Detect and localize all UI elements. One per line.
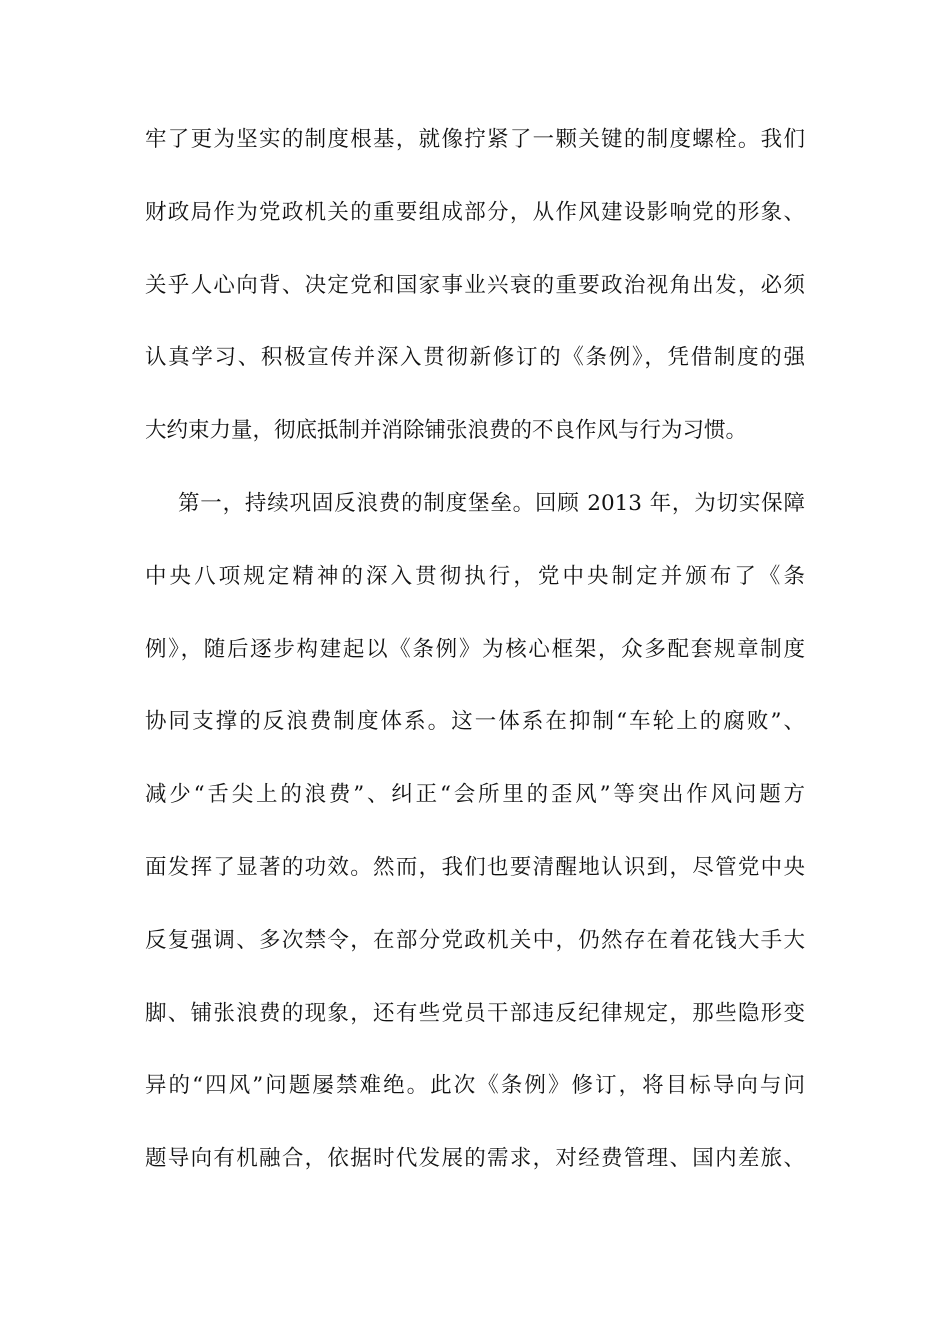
text-line: 面发挥了显著的功效。然而，我们也要清醒地认识到，尽管党中央 <box>145 854 805 880</box>
text-line: 题导向有机融合，依据时代发展的需求，对经费管理、国内差旅、 <box>145 1146 805 1172</box>
text-line: 大约束力量，彻底抵制并消除铺张浪费的不良作风与行为习惯。 <box>145 418 748 444</box>
text-line: 脚、铺张浪费的现象，还有些党员干部违反纪律规定，那些隐形变 <box>145 1000 805 1026</box>
text-line: 异的“四风”问题屡禁难绝。此次《条例》修订，将目标导向与问 <box>145 1073 805 1099</box>
text-line: 牢了更为坚实的制度根基，就像拧紧了一颗关键的制度螺栓。我们 <box>145 127 805 152</box>
text-line: 例》，随后逐步构建起以《条例》为核心框架，众多配套规章制度 <box>145 636 805 662</box>
text-line-first-indented: 第一，持续巩固反浪费的制度堡垒。回顾 2013 年，为切实保障 <box>178 490 805 516</box>
text-line: 反复强调、多次禁令，在部分党政机关中，仍然存在着花钱大手大 <box>145 927 805 953</box>
text-line: 中央八项规定精神的深入贯彻执行，党中央制定并颁布了《条 <box>145 563 805 589</box>
document-body <box>145 104 805 1196</box>
text-line: 协同支撑的反浪费制度体系。这一体系在抑制“车轮上的腐败”、 <box>145 709 805 735</box>
text-line: 关乎人心向背、决定党和国家事业兴衰的重要政治视角出发，必须 <box>145 272 805 298</box>
text-line: 财政局作为党政机关的重要组成部分，从作风建设影响党的形象、 <box>145 199 805 225</box>
text-line: 减少“舌尖上的浪费”、纠正“会所里的歪风”等突出作风问题方 <box>145 782 805 808</box>
text-line: 认真学习、积极宣传并深入贯彻新修订的《条例》，凭借制度的强 <box>145 345 805 371</box>
paragraph-continuation <box>145 104 805 468</box>
paragraph-point-one <box>145 468 805 1196</box>
